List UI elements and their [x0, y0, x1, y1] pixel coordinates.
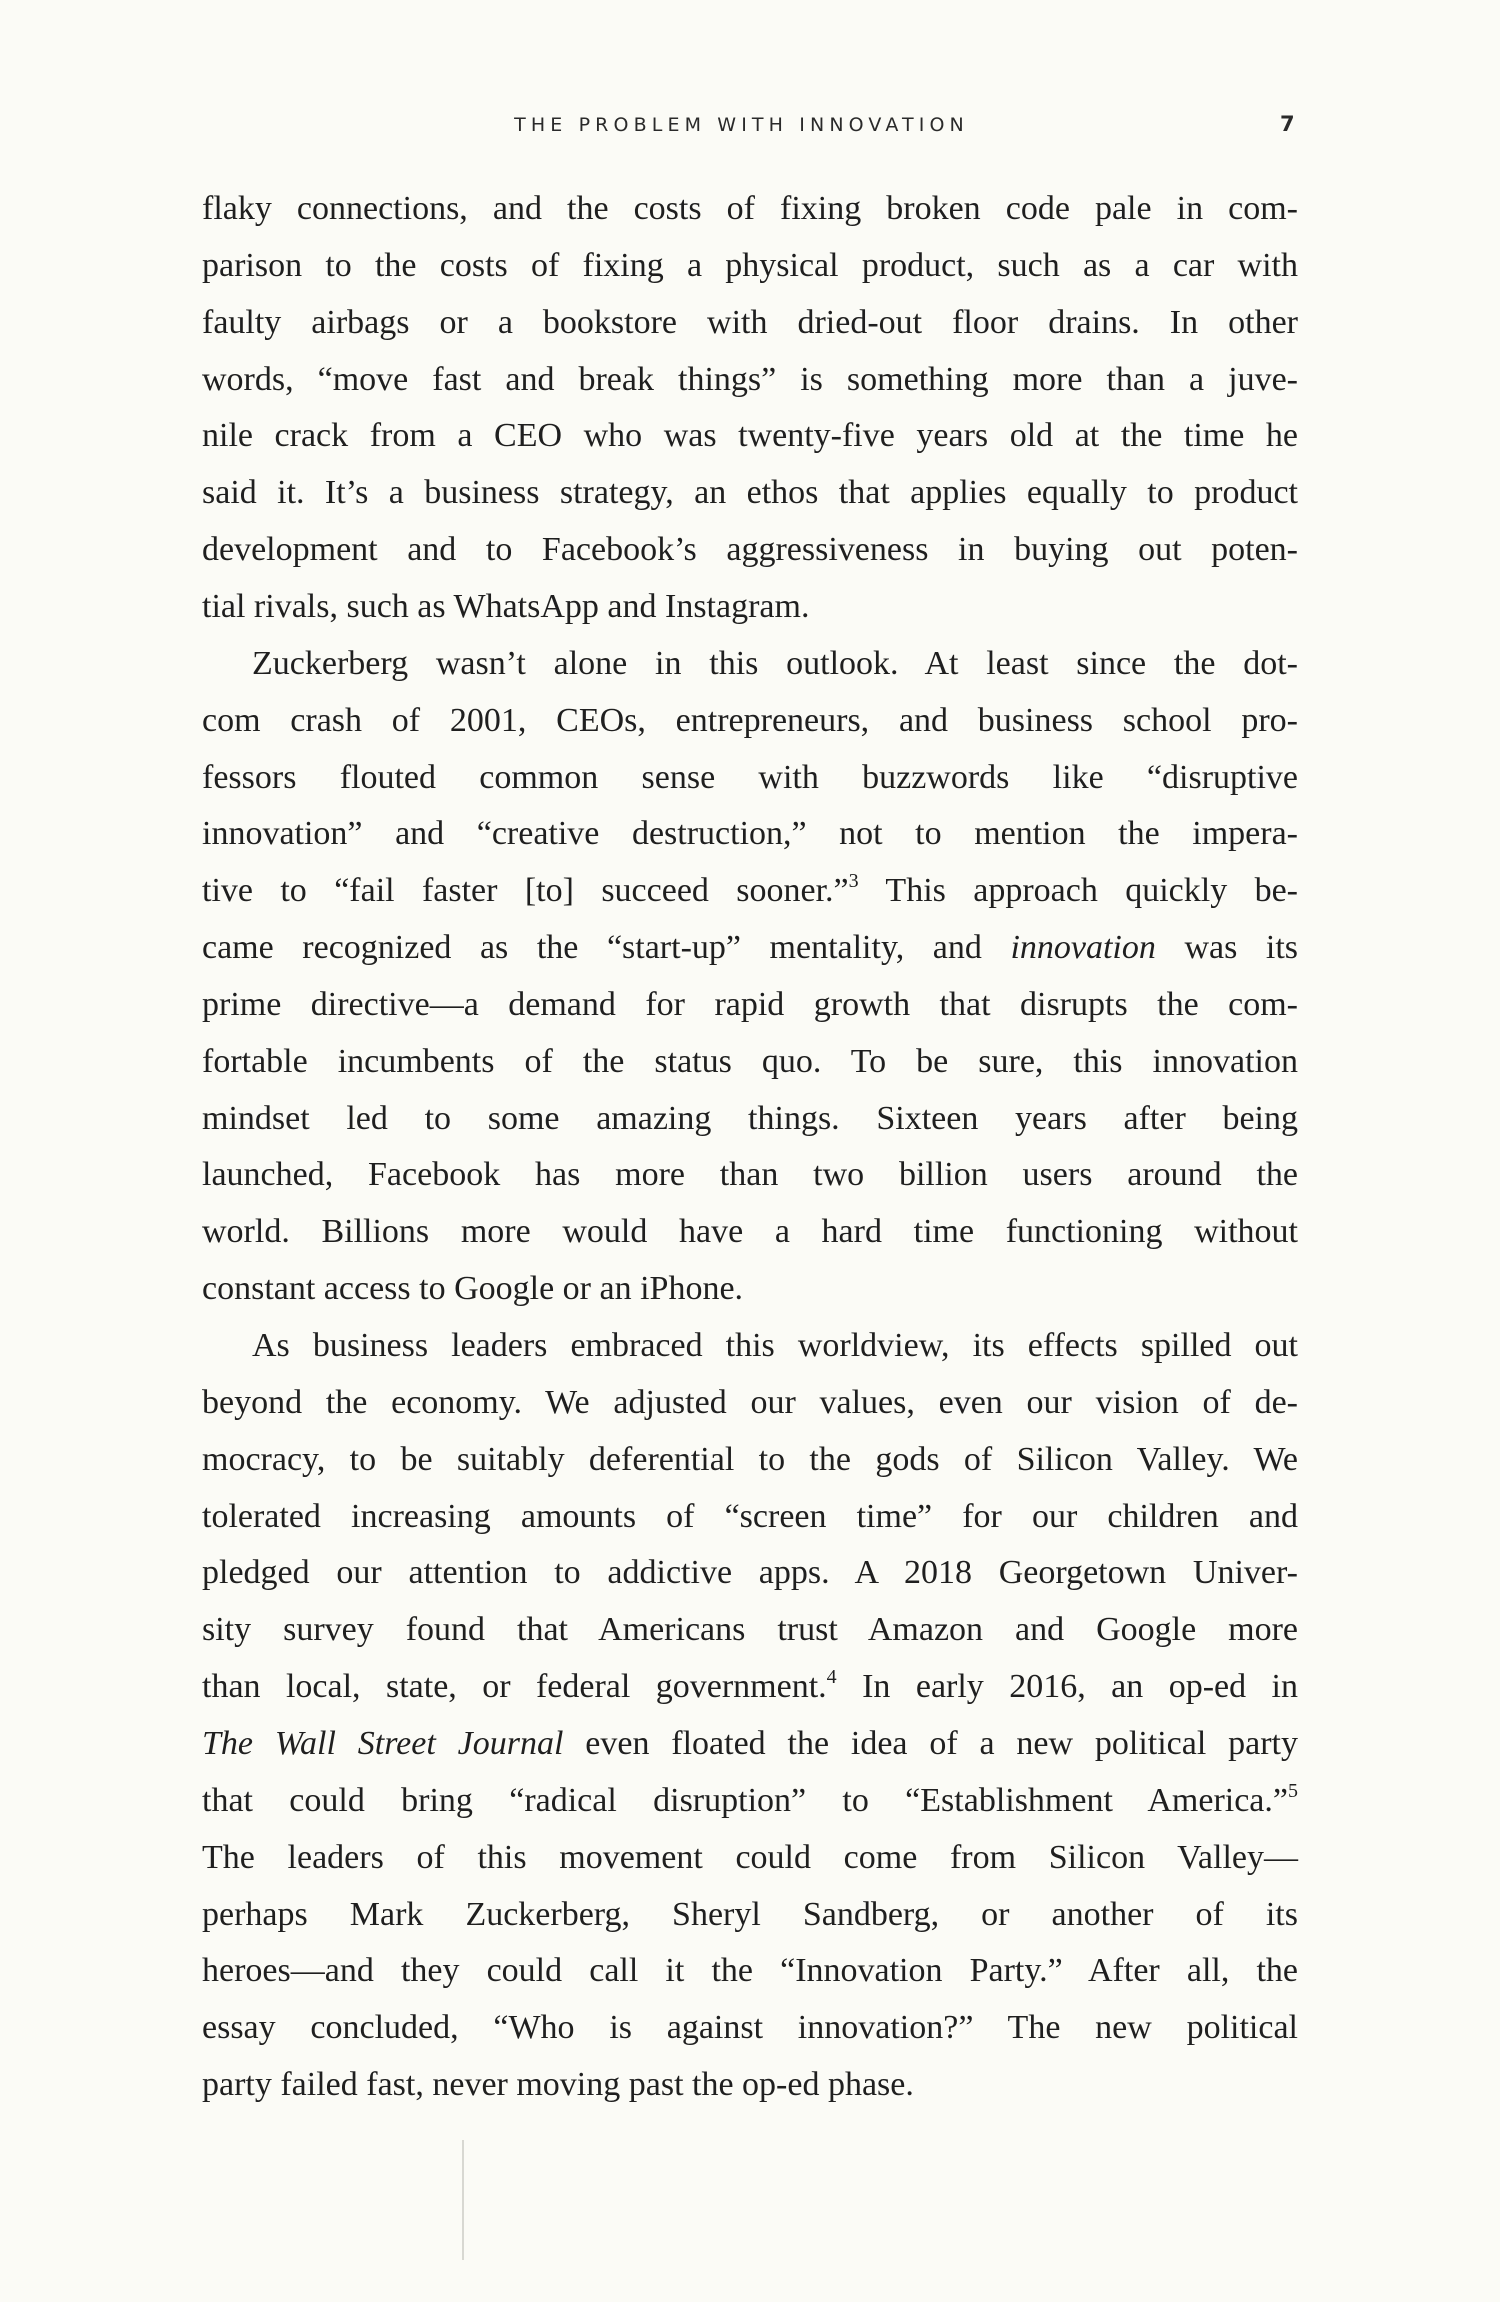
text-segment: constant access to Google or an iPhone.	[202, 1270, 744, 1308]
text-segment: nile crack from a CEO who was twenty-five years old at the time he	[202, 417, 1298, 455]
text-line	[202, 701, 1298, 739]
text-line	[202, 2011, 1298, 2045]
text-segment: flaky connections, and the costs of fixing broken code pale in com-	[202, 190, 1298, 227]
text-segment: that could bring “radical disruption” to “Establishment America.”	[202, 1781, 1288, 1819]
paragraph-first-line	[252, 1329, 1298, 1363]
text-segment: said it. It’s a business strategy, an ethos that applies equally to product	[202, 474, 1298, 512]
text-segment: The leaders of this movement could come from Silicon Valley—	[202, 1838, 1298, 1876]
text-line	[202, 1838, 1298, 1876]
running-header: THE PROBLEM WITH INNOVATION	[514, 114, 969, 136]
text-segment: perhaps Mark Zuckerberg, Sheryl Sandberg, or another of its	[202, 1895, 1298, 1933]
text-segment: com crash of 2001, CEOs, entrepreneurs, and business school pro-	[202, 701, 1298, 739]
paragraph-first-line	[202, 192, 1298, 226]
text-segment: Zuckerberg wasn’t alone in this outlook. At least since the dot-	[252, 644, 1298, 682]
text-line	[202, 303, 1298, 341]
footnote-marker: 4	[826, 1666, 837, 1689]
text-line	[202, 1556, 1298, 1590]
text-segment: innovation” and “creative destruction,” not to mention the impera-	[202, 815, 1298, 853]
italic-text: The Wall Street Journal	[202, 1724, 564, 1762]
text-line	[202, 533, 1298, 567]
text-line	[202, 1440, 1298, 1478]
text-segment: This approach quickly be-	[858, 872, 1298, 910]
text-line	[202, 1099, 1298, 1137]
text-segment: mocracy, to be suitably deferential to the gods of Silicon Valley. We	[202, 1440, 1298, 1478]
text-segment: was its	[1155, 929, 1299, 967]
text-segment: tolerated increasing amounts of “screen time” for our children and	[202, 1497, 1298, 1535]
text-segment: beyond the economy. We adjusted our values, even our vision of de-	[202, 1383, 1298, 1421]
text-segment: than local, state, or federal government.	[202, 1668, 827, 1706]
text-line	[202, 2068, 1298, 2102]
text-segment: fortable incumbents of the status quo. To be sure, this innovation	[202, 1042, 1298, 1080]
text-segment: parison to the costs of fixing a physical product, such as a car with	[202, 246, 1298, 284]
text-segment: world. Billions more would have a hard time functioning without	[202, 1213, 1298, 1251]
text-segment: heroes—and they could call it the “Innovation Party.” After all, the	[202, 1952, 1298, 1990]
text-segment: essay concluded, “Who is against innovation?” The new political	[202, 2009, 1298, 2047]
text-line	[202, 419, 1298, 453]
scan-artifact-line	[462, 2140, 464, 2260]
text-line	[202, 985, 1298, 1023]
text-line	[202, 1383, 1298, 1421]
text-line	[202, 246, 1298, 284]
text-line	[202, 1158, 1298, 1192]
text-segment: even floated the idea of a new political party	[563, 1724, 1299, 1762]
text-segment: launched, Facebook has more than two billion users around the	[202, 1156, 1298, 1194]
text-segment: tial rivals, such as WhatsApp and Instagram.	[202, 587, 810, 625]
text-line	[202, 476, 1298, 510]
italic-text: innovation	[1010, 929, 1156, 967]
text-segment: party failed fast, never moving past the op-ed phase.	[202, 2066, 914, 2104]
text-line	[202, 1613, 1298, 1647]
text-segment: In early 2016, an op-ed in	[836, 1668, 1298, 1706]
text-line	[202, 1497, 1298, 1535]
text-segment: pledged our attention to addictive apps. A 2018 Georgetown Univer-	[202, 1554, 1298, 1592]
text-segment: mindset led to some amazing things. Sixteen years after being	[202, 1099, 1298, 1137]
text-segment: sity survey found that Americans trust Amazon and Google more	[202, 1611, 1298, 1649]
text-segment: words, “move fast and break things” is something more than a juve-	[202, 360, 1298, 398]
text-line	[202, 1724, 1299, 1762]
footnote-marker: 5	[1288, 1779, 1298, 1802]
text-segment: As business leaders embraced this worldview, its effects spilled out	[252, 1327, 1298, 1364]
footnote-marker: 3	[848, 870, 859, 893]
text-segment: fessors flouted common sense with buzzwords like “disruptive	[202, 758, 1298, 796]
text-segment: came recognized as the “start-up” mentality, and	[202, 929, 1011, 967]
paragraph-first-line	[252, 644, 1298, 682]
text-segment: development and to Facebook’s aggressiveness in buying out poten-	[202, 531, 1298, 569]
text-segment: tive to “fail faster [to] succeed sooner.”	[202, 872, 849, 910]
page-number: 7	[1280, 112, 1295, 136]
text-line	[202, 360, 1298, 398]
text-line	[202, 1215, 1298, 1249]
text-line	[202, 1042, 1298, 1080]
text-line	[202, 1895, 1298, 1933]
text-segment: faulty airbags or a bookstore with dried-out floor drains. In other	[202, 303, 1298, 341]
text-line	[202, 1779, 1298, 1819]
text-line	[202, 1954, 1298, 1988]
text-line	[202, 931, 1298, 965]
text-line	[202, 870, 1298, 910]
text-line	[202, 1272, 1298, 1306]
text-line	[202, 1666, 1298, 1706]
text-line	[202, 587, 1298, 625]
text-line	[202, 817, 1298, 851]
text-line	[202, 758, 1298, 796]
text-segment: prime directive—a demand for rapid growth that disrupts the com-	[202, 985, 1298, 1023]
